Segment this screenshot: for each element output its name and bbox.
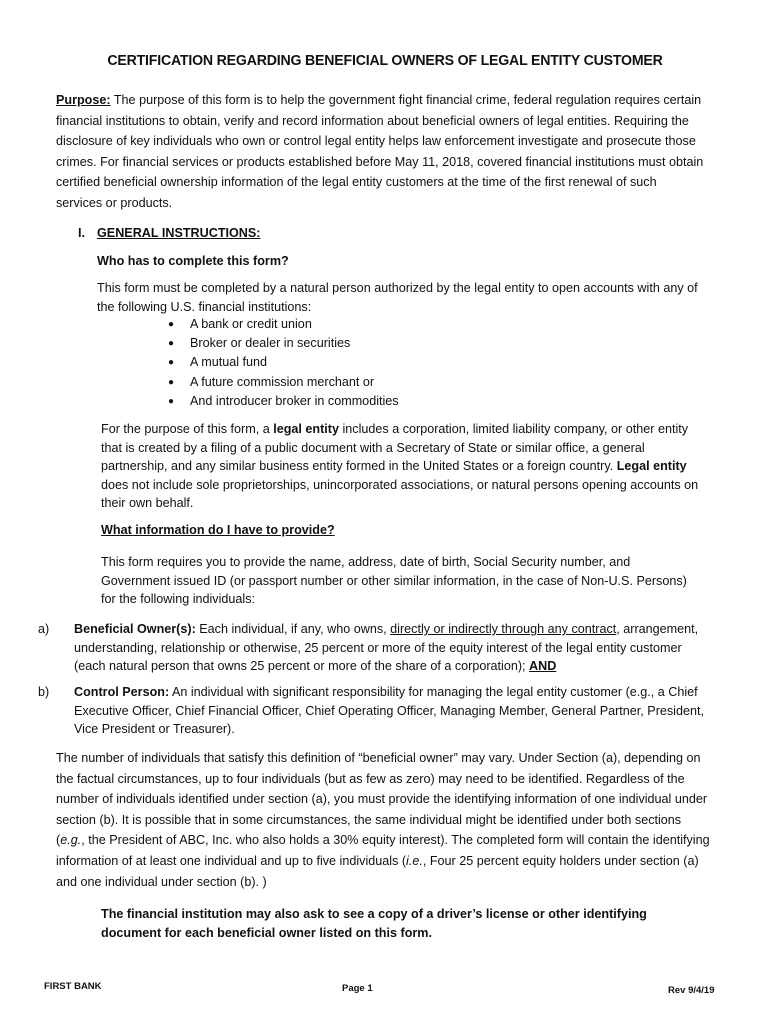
footer-revision: Rev 9/4/19 bbox=[668, 985, 715, 996]
bullet-icon: ● bbox=[168, 338, 175, 350]
beneficial-owner-label: Beneficial Owner(s): bbox=[74, 622, 196, 636]
control-person-label: Control Person: bbox=[74, 685, 170, 699]
control-person-item: b) Control Person: An individual with significant responsibility for managing the legal entity customer (e.g., a Chief Executive Officer, Chief Financial Officer, Chief Operating Officer, Managing Member, General Partner, President, Vice President or Treasurer). bbox=[38, 685, 704, 737]
and-label: AND bbox=[529, 659, 557, 674]
beneficial-owner-item: a) Beneficial Owner(s): Each individual, if any, who owns, directly or indirectly through any contract, arrangement, understanding, relationship or otherwise, 25 percent or more of the equity interest of the legal entity customer (each natural person that owns 25 percent or more of the share of a corporation); AND bbox=[38, 622, 699, 674]
bullet-icon: ● bbox=[168, 319, 175, 330]
section-number: I. bbox=[78, 226, 85, 240]
legal-entity-term: legal entity bbox=[273, 422, 339, 436]
item-letter: a) bbox=[38, 622, 50, 636]
who-paragraph: This form must be completed by a natural person authorized by the legal entity to open accounts with any of the following U.S. financial institutions: bbox=[97, 281, 698, 314]
bullet-icon: ● bbox=[168, 376, 175, 388]
bullet-icon: ● bbox=[168, 395, 175, 407]
purpose-label: Purpose: bbox=[56, 93, 111, 107]
footer-page-number: Page 1 bbox=[342, 983, 373, 994]
list-item: ● A future commission merchant or bbox=[168, 373, 399, 392]
purpose-text: The purpose of this form is to help the government fight financial crime, federal regulation requires certain financial institutions to obtain, verify and record information about beneficial owners of legal entities. Requiring the disclosure of key individuals who own or control legal entity helps law enforcement investigate and prosecute those crimes. For financial services or products established before May 11, 2018, covered financial institutions must obtain certified beneficial ownership information of the legal entity customers at the time of the first renewal of such services or products. bbox=[56, 93, 704, 210]
who-heading: Who has to complete this form? bbox=[97, 254, 289, 268]
list-item: ● And introducer broker in commodities bbox=[168, 392, 399, 411]
bullet-icon: ● bbox=[168, 357, 175, 369]
list-item: ● Broker or dealer in securities bbox=[168, 334, 399, 353]
beneficial-owner-count-paragraph: The number of individuals that satisfy this definition of “beneficial owner” may vary. Under Section (a), depending on the factual circumstances, up to four individuals (but as few as zero) may need to be identified. Regardless of the number of individuals identified under section (a), you must provide the identifying information of one individual under section (b). It is possible that in some circumstances, the same individual might be identified under both sections (e.g., the President of ABC, Inc. who also holds a 30% equity interest). The completed form will contain the identifying information of at least one individual and up to five individuals (i.e., Four 25 percent equity holders under section (a) and one individual under section (b). ) bbox=[56, 751, 710, 889]
identification-notice: The financial institution may also ask to see a copy of a driver’s license or other identifying document for each beneficial owner listed on this form. bbox=[101, 907, 647, 940]
legal-entity-term: Legal entity bbox=[616, 459, 687, 474]
info-heading: What information do I have to provide? bbox=[101, 523, 335, 537]
purpose-paragraph bbox=[56, 90, 706, 214]
footer-bank-name: FIRST BANK bbox=[44, 981, 102, 992]
info-paragraph: This form requires you to provide the name, address, date of birth, Social Security number, and Government issued ID (or passport number or other similar information, in the case of Non-U.S. Persons) for the following individuals: bbox=[101, 555, 687, 607]
institution-list bbox=[168, 315, 399, 411]
list-item: ● A mutual fund bbox=[168, 353, 399, 372]
page-title: CERTIFICATION REGARDING BENEFICIAL OWNERS OF LEGAL ENTITY CUSTOMER bbox=[107, 52, 663, 69]
section-heading: GENERAL INSTRUCTIONS: bbox=[97, 226, 261, 240]
legal-entity-paragraph: For the purpose of this form, a legal entity includes a corporation, limited liability company, or other entity that is created by a filing of a public document with a Secretary of State or similar office, a general partnership, and any similar business entity formed in the United States or a foreign country. Legal entity does not include sole proprietorships, unincorporated associations, or natural persons opening accounts on their own behalf. bbox=[101, 422, 699, 511]
item-letter: b) bbox=[38, 685, 50, 699]
list-item: ● A bank or credit union bbox=[168, 315, 399, 334]
